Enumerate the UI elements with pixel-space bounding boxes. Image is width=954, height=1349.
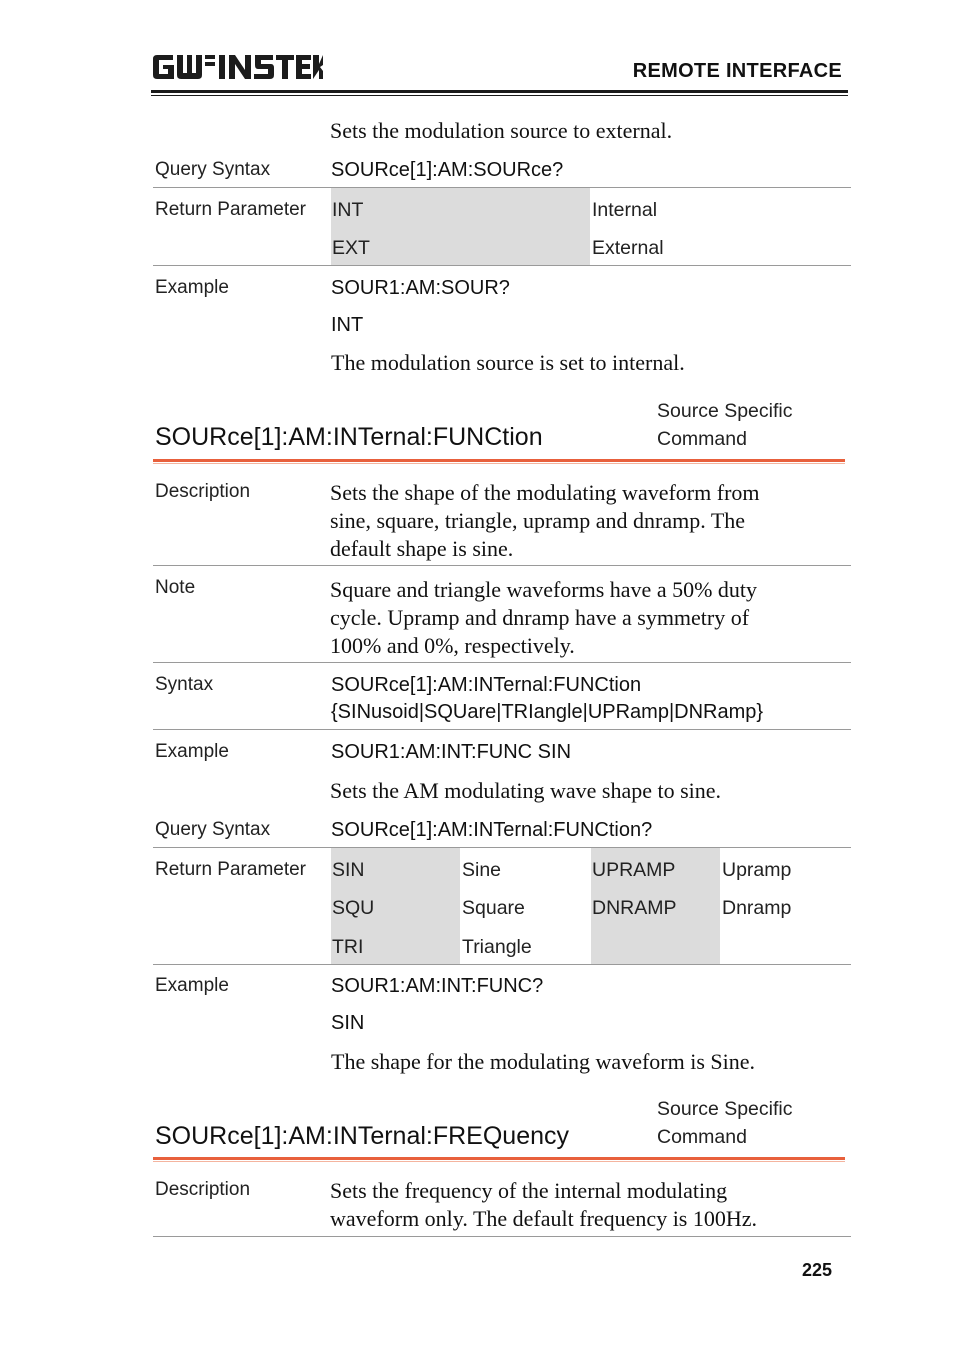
header-section-title: REMOTE INTERFACE: [632, 60, 842, 82]
example-command: SOUR1:AM:INT:FUNC SIN: [331, 741, 572, 763]
description-label: Description: [155, 481, 251, 502]
return-meaning: Dnramp: [722, 897, 792, 919]
example-command: SOUR1:AM:INT:FUNC?: [331, 975, 544, 997]
return-meaning: Internal: [592, 199, 658, 221]
syntax-line: {SINusoid|SQUare|TRIangle|UPRamp|DNRamp}: [331, 701, 764, 723]
return-code: INT: [332, 199, 364, 221]
command-tag-line2: Command: [657, 1126, 747, 1148]
section-rule: [153, 1157, 845, 1160]
return-parameter-label: Return Parameter: [155, 859, 307, 880]
description-label: Description: [155, 1179, 251, 1200]
divider: [153, 1236, 851, 1237]
section-rule: [153, 459, 845, 462]
divider: [153, 565, 851, 566]
example-description: The shape for the modulating waveform is Sine.: [331, 1049, 756, 1074]
return-code: DNRAMP: [592, 897, 677, 919]
command-tag-line2: Command: [657, 428, 747, 450]
return-code: UPRAMP: [592, 859, 676, 881]
query-syntax-value: SOURce[1]:AM:INTernal:FUNCtion?: [331, 819, 653, 841]
gw-instek-logo-icon: [153, 55, 323, 83]
example-response: SIN: [331, 1012, 365, 1034]
divider: [153, 964, 851, 965]
return-code: SIN: [332, 859, 365, 881]
description-line: default shape is sine.: [330, 536, 514, 561]
header-rule-thin: [151, 95, 848, 96]
example-response: INT: [331, 314, 364, 336]
example-label: Example: [155, 975, 229, 996]
return-code: SQU: [332, 897, 375, 919]
divider: [153, 265, 851, 266]
command-tag-line1: Source Specific: [657, 1098, 793, 1120]
example-label: Example: [155, 277, 229, 298]
return-meaning: External: [592, 237, 664, 259]
command-tag-line1: Source Specific: [657, 400, 793, 422]
divider: [153, 729, 851, 730]
return-meaning: Upramp: [722, 859, 792, 881]
return-meaning: Sine: [462, 859, 502, 881]
return-meaning: Triangle: [462, 936, 532, 958]
query-syntax-label: Query Syntax: [155, 819, 271, 840]
example-description: The modulation source is set to internal.: [331, 350, 685, 375]
command-title: SOURce[1]:AM:INTernal:FREQuency: [155, 1122, 570, 1150]
description-line: sine, square, triangle, upramp and dnramp. The: [330, 508, 746, 533]
example-command: SOUR1:AM:SOUR?: [331, 277, 510, 299]
note-label: Note: [155, 577, 196, 598]
note-line: Square and triangle waveforms have a 50% duty: [330, 577, 758, 602]
example-label: Example: [155, 741, 229, 762]
divider: [153, 662, 851, 663]
header-rule-thick: [151, 90, 848, 93]
section-rule-shadow: [153, 1161, 845, 1162]
return-code: EXT: [332, 237, 370, 259]
command-title: SOURce[1]:AM:INTernal:FUNCtion: [155, 423, 543, 451]
syntax-line: SOURce[1]:AM:INTernal:FUNCtion: [331, 674, 642, 696]
return-parameter-label: Return Parameter: [155, 199, 307, 220]
divider: [153, 847, 851, 848]
page-number: 225: [802, 1260, 833, 1280]
brand-logo: [153, 55, 323, 83]
description-line: Sets the frequency of the internal modulating: [330, 1178, 728, 1203]
description-line: Sets the shape of the modulating waveform from: [330, 480, 760, 505]
return-code: TRI: [332, 936, 364, 958]
description-line: waveform only. The default frequency is 100Hz.: [330, 1206, 758, 1231]
intro-description: Sets the modulation source to external.: [330, 118, 673, 143]
syntax-label: Syntax: [155, 674, 214, 695]
query-syntax-value: SOURce[1]:AM:SOURce?: [331, 159, 564, 181]
section-rule-shadow: [153, 463, 845, 464]
example-description: Sets the AM modulating wave shape to sine.: [330, 778, 722, 803]
query-syntax-label: Query Syntax: [155, 159, 271, 180]
note-line: cycle. Upramp and dnramp have a symmetry of: [330, 605, 750, 630]
return-meaning: Square: [462, 897, 525, 919]
note-line: 100% and 0%, respectively.: [330, 633, 575, 658]
